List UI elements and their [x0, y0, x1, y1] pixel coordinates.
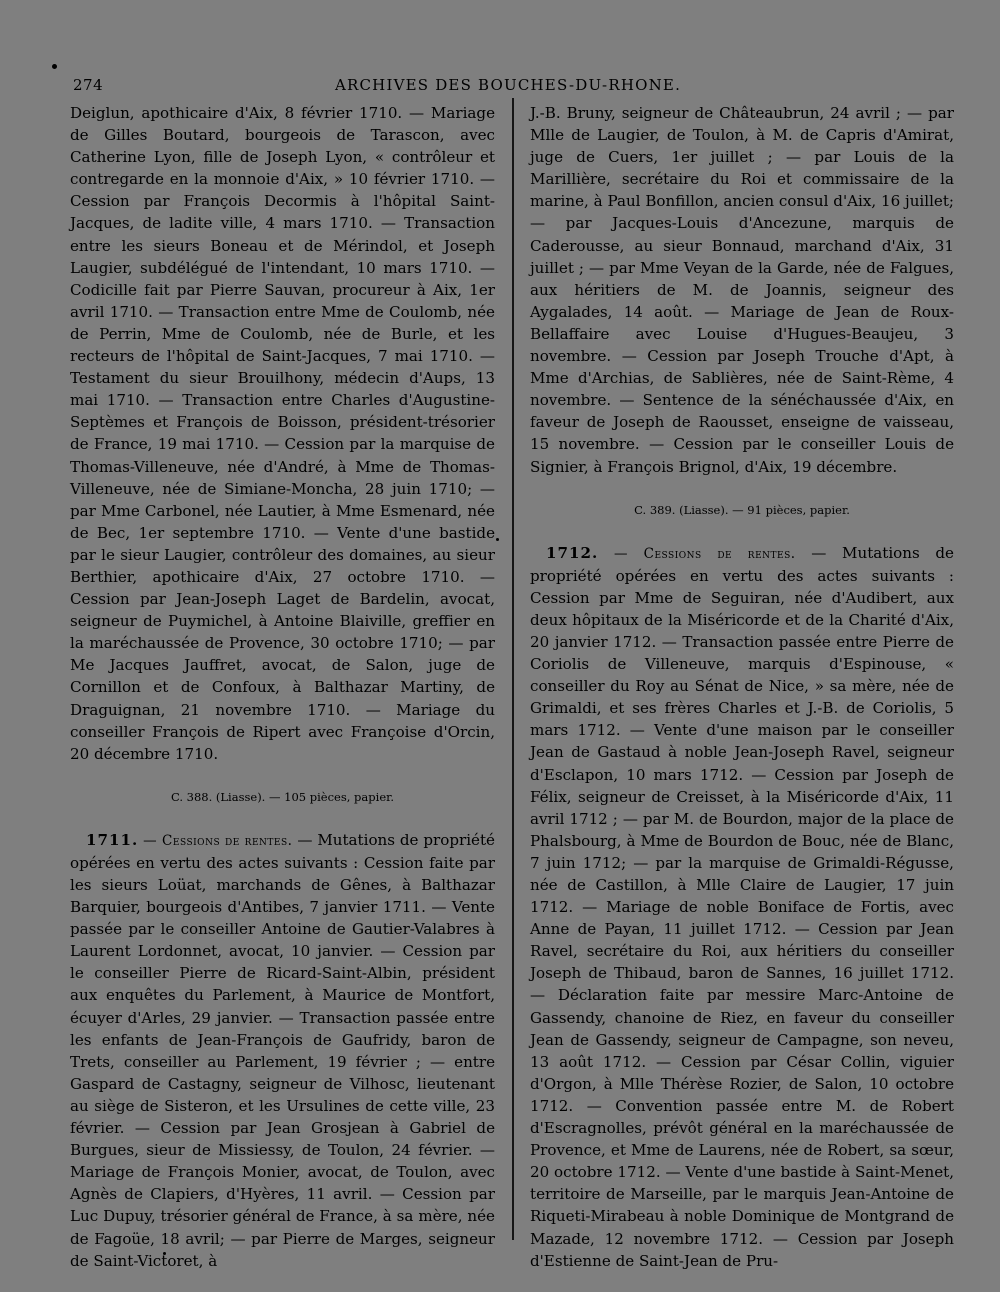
entry-text: — Mutations de propriété opérées en vertu des actes suivants : Cession par Mme de Seguiran, née d'Audibert, aux deux hôpitaux de la Miséricorde et de la Charité d'Aix, 20 janvier 1712. — Transaction passée entre Pierre de Coriolis de Villeneuve, marquis d'Espinouse, « conseiller du Roy au Sénat de Nice, » sa mère, née de Grimaldi, et ses frères Charles et J.-B. de Coriolis, 5 mars 1712. — Vente d'une maison par le conseiller Jean de Gastaud à noble Jean-Joseph Ravel, seigneur d'Esclapon, 10 mars 1712. — Cession par Joseph de Félix, seigneur de Creisset, à la Miséricorde d'Aix, 11 avril 1712 ; — par M. de Bourdon, major de la place de Phalsbourg, à Mme de Bourdon de Bouc, née de Blanc, 7 juin 1712; — par la marquise de Grimaldi-Régusse, née de Castillon, à Mlle Claire de Laugier, 17 juin 1712. — Mariage de noble Boniface de Fortis, avec Anne de Payan, 11 juillet 1712. — Cession par Jean Ravel, secrétaire du Roi, aux héritiers du conseiller Joseph de Thibaud, baron de Sannes, 16 juillet 1712. — Déclaration faite par messire Marc-Antoine de Gassendy, chanoine de Riez, en faveur du conseiller Jean de Gassendy, seigneur de Campagne, son neveu, 13 août 1712. — Cession par César Collin, viguier d'Orgon, à Mlle Thérèse Rozier, de Salon, 10 octobre 1712. — Convention passée entre M. de Robert d'Escragnolles, prévôt général en la maréchaussée de Provence, et Mme de Laurens, née de Robert, sa sœur, 20 octobre 1712. — Vente d'une bastide à Saint-Menet, territoire de Marseille, par le marquis Jean-Antoine de Riqueti-Mirabeau à noble Dominique de Montgrand de Mazade, 12 novembre 1712. — Cession par Joseph d'Estienne de Saint-Jean de Pru-: [530, 543, 954, 1270]
entry-text: — Mutations de propriété opérées en vertu des actes suivants : Cession faite par les sieurs Loüat, marchands de Gênes, à Balthazar Barquier, bourgeois d'Antibes, 7 janvier 1711. — Vente passée par le conseiller Antoine de Gautier-Valabres à Laurent Lordonnet, avocat, 10 janvier. — Cession par le conseiller Pierre de Ricard-Saint-Albin, président aux enquêtes du Parlement, à Maurice de Montfort, écuyer d'Arles, 29 janvier. — Transaction passée entre les enfants de Jean-François de Gaufridy, baron de Trets, conseiller au Parlement, 19 février ; — entre Gaspard de Castagny, seigneur de Vilhosc, lieutenant au siège de Sisteron, et les Ursulines de cette ville, 23 février. — Cession par Jean Grosjean à Gabriel de Burgues, sieur de Missiessy, de Toulon, 24 février. — Mariage de François Monier, avocat, de Toulon, avec Agnès de Clapiers, d'Hyères, 11 avril. — Cession par Luc Dupuy, trésorier général de France, à sa mère, née de Fagoüe, 18 avril; — par Pierre de Marges, seigneur de Saint-Victoret, à: [70, 830, 495, 1270]
entry-year: 1711.: [86, 830, 139, 849]
entry-1712: [530, 542, 954, 1272]
running-title: ARCHIVES DES BOUCHES-DU-RHONE.: [334, 76, 682, 94]
ink-speck: [52, 64, 57, 69]
right-column: [530, 102, 954, 1272]
left-column: [70, 102, 495, 1272]
entry-paragraph: [530, 542, 954, 1272]
entry-paragraph: [70, 829, 495, 1272]
entry-text: J.-B. Bruny, seigneur de Châteaubrun, 24 avril ; — par Mlle de Laugier, de Toulon, à M. de Capris d'Amirat, juge de Cuers, 1er juillet ; — par Louis de la Marillière, secrétaire du Roi et commissaire de la marine, à Paul Bonfillon, ancien consul d'Aix, 16 juillet; — par Jacques-Louis d'Ancezune, marquis de Caderousse, au sieur Bonnaud, marchand d'Aix, 31 juillet ; — par Mme Veyan de la Garde, née de Falgues, aux héritiers de M. de Joannis, seigneur des Aygalades, 14 août. — Mariage de Jean de Roux-Bellaffaire avec Louise d'Hugues-Beaujeu, 3 novembre. — Cession par Joseph Trouche d'Apt, à Mme d'Archias, de Sablières, née de Saint-Rème, 4 novembre. — Sentence de la sénéchaussée d'Aix, en faveur de Joseph de Raousset, enseigne de vaisseau, 15 novembre. — Cession par le conseiller Louis de Signier, à François Brignol, d'Aix, 19 décembre.: [530, 104, 954, 476]
entry-title: — Cessions de rentes.: [613, 545, 796, 562]
entry-text: Deiglun, apothicaire d'Aix, 8 février 1710. — Mariage de Gilles Boutard, bourgeois de Tarascon, avec Catherine Lyon, fille de Joseph Lyon, « contrôleur et contregarde en la monnoie d'Aix, » 10 février 1710. — Cession par François Decormis à l'hôpital Saint-Jacques, de ladite ville, 4 mars 1710. — Transaction entre les sieurs Boneau et de Mérindol, et Joseph Laugier, subdélégué de l'intendant, 10 mars 1710. — Codicille fait par Pierre Sauvan, procureur à Aix, 1er avril 1710. — Transaction entre Mme de Coulomb, née de Perrin, Mme de Coulomb, née de Burle, et les recteurs de l'hôpital de Saint-Jacques, 7 mai 1710. — Testament du sieur Brouilhony, médecin d'Aups, 13 mai 1710. — Transaction entre Charles d'Augustine-Septèmes et François de Boisson, président-trésorier de France, 19 mai 1710. — Cession par la marquise de Thomas-Villeneuve, née d'André, à Mme de Thomas-Villeneuve, née de Simiane-Moncha, 28 juin 1710; — par Mme Carbonel, née Lautier, à Mme Esmenard, née de Bec, 1er septembre 1710. — Vente d'une bastide par le sieur Laugier, contrôleur des domaines, au sieur Berthier, apothicaire d'Aix, 27 octobre 1710. — Cession par Jean-Joseph Laget de Bardelin, avocat, seigneur de Puymichel, à Antoine Blaiville, greffier en la maréchaussée de Provence, 30 octobre 1710; — par Me Jacques Jauffret, avocat, de Salon, juge de Cornillon et de Confoux, à Balthazar Martiny, de Draguignan, 21 novembre 1710. — Mariage du conseiller François de Ripert avec Françoise d'Orcin, 20 décembre 1710.: [70, 104, 495, 763]
entry-year: 1712.: [546, 543, 599, 562]
page-header: [68, 76, 948, 100]
entry-continued-1710: [70, 102, 495, 765]
entry-title: — Cessions de rentes.: [143, 832, 293, 849]
page-number: 274: [73, 76, 104, 94]
ink-speck: [496, 538, 499, 541]
archive-caption-c388: C. 388. (Liasse). — 105 pièces, papier.: [170, 789, 395, 804]
archive-caption-c389: C. 389. (Liasse). — 91 pièces, papier.: [634, 502, 850, 517]
entry-1711: [70, 829, 495, 1272]
column-divider: [512, 98, 514, 1240]
entry-continued-1711: [530, 102, 954, 478]
